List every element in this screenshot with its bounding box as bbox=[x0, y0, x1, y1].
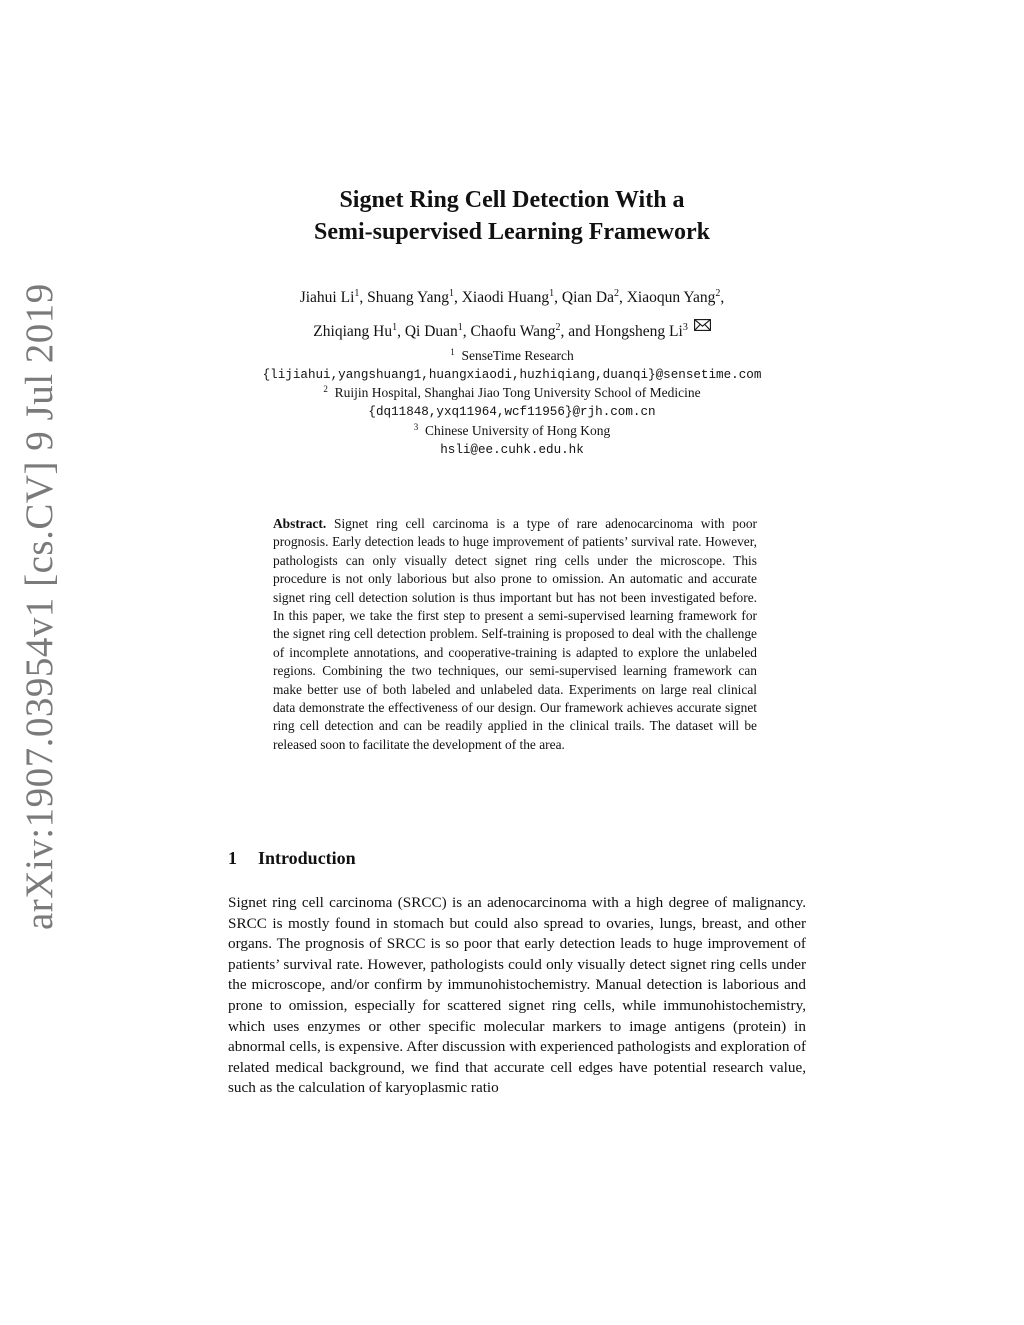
title-line-2: Semi-supervised Learning Framework bbox=[314, 219, 710, 245]
author-affil-sup: 1 bbox=[549, 288, 555, 299]
abstract-text: Signet ring cell carcinoma is a type of rare adenocarcinoma with poor prognosis. Early detection leads to huge improvement of patients’ survival rate. However, pathologists can only visually detect signet ring cells under the microscope. This procedure is not only laborious but also prone to omission. An automatic and accurate signet ring cell detection solution is thus important but has not been investigated before. In this paper, we take the first step to present a semi-supervised learning framework for the signet ring cell detection problem. Self-training is proposed to deal with the challenge of incomplete annotations, and cooperative-training is adapted to explore the unlabeled regions. Combining the two techniques, our semi-supervised learning framework can make better use of both labeled and unlabeled data. Experiments on large real clinical data demonstrate the effectiveness of our design. Our framework achieves accurate signet ring cell detection and can be readily applied in the clinical trails. The dataset will be released soon to facilitate the development of the area. bbox=[273, 516, 757, 752]
introduction-paragraph: Signet ring cell carcinoma (SRCC) is an adenocarcinoma with a high degree of malignancy. SRCC is mostly found in stomach but could also spread to ovaries, lungs, breast, and other organs. The prognosis of SRCC is so poor that early detection leads to huge improvement of patients’ survival rate. However, pathologists could only visually detect signet ring cells under the microscope, and/or confirm by immunohistochemistry. Manual detection is laborious and prone to omission, especially for scattered signet ring cells, while immunohistochemistry, which uses enzymes or other specific molecular markers to image antigens (protein) in abnormal cells, is expensive. After discussion with experienced pathologists and exploration of related medical background, we find that accurate cell edges have potential research value, such as the calculation of karyoplasmic ratio bbox=[228, 894, 806, 1097]
author-affil-sup: 2 bbox=[715, 288, 721, 299]
author-affil-sup: 1 bbox=[354, 288, 360, 299]
author-name: Qian Da bbox=[561, 289, 614, 306]
affiliation-3-email: hsli@ee.cuhk.edu.hk bbox=[440, 442, 584, 457]
affiliation-2-name: $^2$ Ruijin Hospital, Shanghai Jiao Tong University School of Medicine bbox=[323, 384, 701, 401]
abstract-label: Abstract. bbox=[273, 516, 327, 531]
author-affil-sup: 2 bbox=[555, 322, 561, 333]
affiliation-1-email: {lijiahui,yangshuang1,huangxiaodi,huzhiqiang,duanqi}@sensetime.com bbox=[262, 367, 762, 382]
paper-title bbox=[0, 184, 1024, 248]
section-number: 1 bbox=[228, 848, 237, 868]
envelope-icon bbox=[694, 312, 711, 324]
author-name: Shuang Yang bbox=[367, 289, 449, 306]
affiliation-2-email: {dq11848,yxq11964,wcf11956}@rjh.com.cn bbox=[368, 405, 656, 420]
author-name: Chaofu Wang bbox=[470, 323, 556, 340]
author-affil-sup: 1 bbox=[457, 322, 463, 333]
affiliation-sup: 2 bbox=[323, 384, 328, 395]
arxiv-identifier-stamp: arXiv:1907.03954v1 [cs.CV] 9 Jul 2019 bbox=[18, 283, 61, 930]
author-line-1: Jiahui Li$^1$, Shuang Yang$^1$, Xiaodi Huang$^1$, Qian Da$^2$, Xiaoqun Yang$^2$, bbox=[299, 288, 725, 306]
affiliation-1-name: $^1$ SenseTime Research bbox=[450, 347, 574, 363]
section-title: Introduction bbox=[258, 848, 356, 868]
author-line-2: Zhiqiang Hu$^1$, Qi Duan$^1$, Chaofu Wang$^2$, and Hongsheng Li$^3$ bbox=[0, 312, 1024, 346]
title-line-1: Signet Ring Cell Detection With a bbox=[339, 187, 685, 213]
author-affil-sup: 2 bbox=[613, 288, 619, 299]
author-affil-sup: 3 bbox=[682, 322, 688, 333]
author-and-word: and bbox=[568, 323, 591, 340]
author-name: Xiaodi Huang bbox=[461, 289, 550, 306]
affiliation-sup: 3 bbox=[413, 421, 419, 432]
author-name: Jiahui Li bbox=[299, 289, 355, 306]
author-name: Hongsheng Li bbox=[594, 323, 683, 340]
affiliation-sup: 1 bbox=[450, 347, 455, 357]
author-name: Zhiqiang Hu bbox=[313, 323, 393, 340]
affiliation-block bbox=[0, 347, 1024, 459]
section-heading-introduction bbox=[228, 846, 356, 870]
abstract bbox=[273, 515, 757, 754]
author-affil-sup: 1 bbox=[448, 288, 454, 299]
author-name: Qi Duan bbox=[404, 323, 458, 340]
author-affil-sup: 1 bbox=[392, 322, 398, 333]
affiliation-3-name: $^3$ Chinese University of Hong Kong bbox=[413, 421, 611, 438]
author-list bbox=[0, 283, 1024, 346]
author-name: Xiaoqun Yang bbox=[626, 289, 716, 306]
